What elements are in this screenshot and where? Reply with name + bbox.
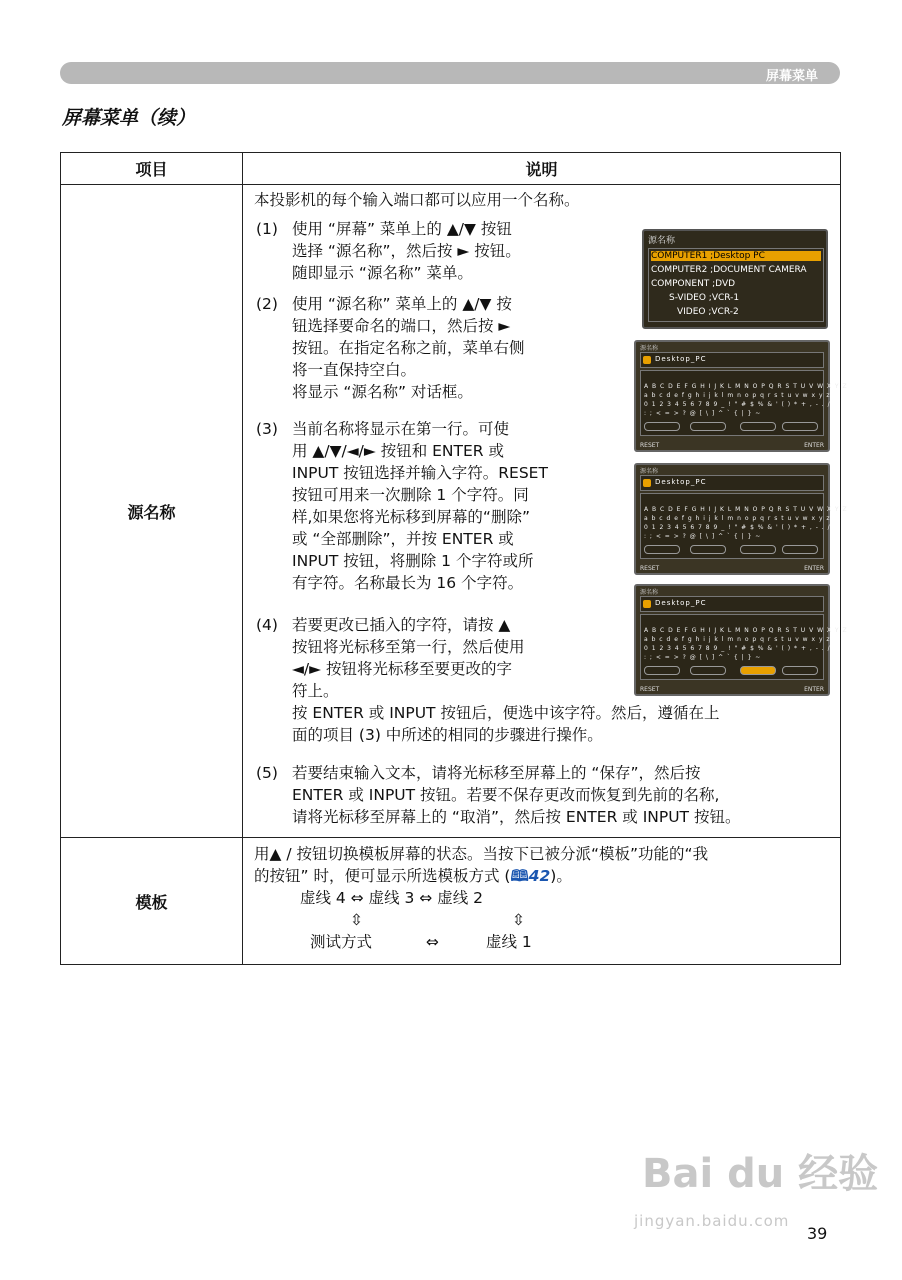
intro-text: 本投影机的每个输入端口都可以应用一个名称。 <box>254 191 580 209</box>
template-text-line-1: 用▲ / 按钮切换模板屏幕的状态。当按下已被分派“模板”功能的“我 <box>254 845 709 863</box>
description-template <box>243 838 841 965</box>
page-reference: 42 <box>528 867 551 885</box>
template-text-line-2: 的按钮” 时，便可显示所选模板方式 (🕮42)。 <box>254 867 572 885</box>
section-header-label: 屏幕菜单 <box>765 69 818 84</box>
item-source-name: 源名称 <box>61 185 243 838</box>
item-template: 模板 <box>61 838 243 965</box>
arrow-updown-icon: ⇳ <box>512 911 525 929</box>
column-header-description: 说明 <box>243 153 841 185</box>
source-name-menu-screenshot: 源名称 COMPUTER1 ;Desktop PC COMPUTER2 ;DOCUMENT CAMERA COMPONENT ;DVD S-VIDEO ;VCR-1 VIDEO ;VCR-2 <box>642 229 828 329</box>
table-header-row <box>61 153 841 185</box>
cursor-icon <box>643 479 651 487</box>
page-subtitle: 屏幕菜单（续） <box>62 107 196 129</box>
section-header-bar <box>60 62 840 84</box>
cursor-icon <box>643 356 651 364</box>
page-number: 39 <box>807 1224 828 1243</box>
arrow-updown-icon: ⇳ <box>350 911 363 929</box>
column-header-item: 项目 <box>61 153 243 185</box>
menu-item: COMPUTER2 ;DOCUMENT CAMERA <box>651 265 807 275</box>
watermark-logo: Bai du 经验 <box>642 1151 879 1197</box>
name-dialog-screenshot-1: 源名称 Desktop_PC A B C D E F G H I J K L M N O P Q R S T U V W X Y Z a b c d e f g h i j k l m n o p q r s t u v w x y z 0 1 2 3 4 5 6 7 8 9 _ ! " # $ % & ' ( ) * + , - . / : ; < = > ? @ [ \ ] ^ ` { | } ~ RESET ENTER <box>634 340 830 452</box>
cursor-icon <box>643 600 651 608</box>
watermark-url: jingyan.baidu.com <box>634 1212 790 1230</box>
template-cycle-dash1: 虚线 1 <box>486 933 532 951</box>
menu-item: COMPONENT ;DVD <box>651 279 736 289</box>
menu-item: COMPUTER1 ;Desktop PC <box>651 251 821 261</box>
menu-item: S-VIDEO ;VCR-1 <box>669 293 740 303</box>
template-cycle-test: 测试方式 <box>310 933 373 951</box>
description-source-name: 本投影机的每个输入端口都可以应用一个名称。 (1) 使用 “屏幕” 菜单上的 ▲/▼ 按钮 选择 “源名称”，然后按 ► 按钮。 随即显示 “源名称” 菜单。 (2) 使用 “源名称” 菜单上的 ▲/▼ 按 钮选择要命名的端口，然后按 ► 按钮。在指定名称之前，菜单右侧 将一直保持空白。 将显示 “源名称” 对话框。 (3) 当前名称将显示在第一行。可使 用 ▲/▼/◄/► 按钮和 ENTER 或 INPUT 按钮选择并输入字符。RESET 按钮可用来一次删除 1 个字符。同 样,如果您将光标移到屏幕的“删除” 或 “全部删除”，并按 ENTER 或 INPUT 按钮，将删除 1 个字符或所 有字符。名称最长为 16 个字符。 (4) 若要更改已插入的字符，请按 ▲ 按钮将光标移至第一行，然后使用 ◄/► 按钮将光标移至要更改的字 符上。 按 ENTER 或 INPUT 按钮后，便选中该字符。然后，遵循在上 面的项目 (3) 中所述的相同的步骤进行操作。 (5) 若要结束输入文本，请将光标移至屏幕上的 “保存”，然后按 ENTER 或 INPUT 按钮。若要不保存更改而恢复到先前的名称, 请将光标移至屏幕上的 “取消”，然后按 ENTER 或 INPUT 按钮。 <box>243 185 841 838</box>
name-dialog-screenshot-2: 源名称 Desktop_PC A B C D E F G H I J K L M N O P Q R S T U V W X Y Z a b c d e f g h i j k l m n o p q r s t u v w x y z 0 1 2 3 4 5 6 7 8 9 _ ! " # $ % & ' ( ) * + , - . / : ; < = > ? @ [ \ ] ^ ` { | } ~ RESET ENTER <box>634 463 830 575</box>
template-cycle-top: 虚线 4 ⇔ 虚线 3 ⇔ 虚线 2 <box>300 889 484 907</box>
template-cycle-arrow: ⇔ <box>426 933 439 951</box>
book-icon: 🕮 <box>510 867 529 885</box>
menu-item: VIDEO ;VCR-2 <box>677 307 739 317</box>
table-row <box>61 838 841 965</box>
name-dialog-screenshot-3: 源名称 Desktop_PC A B C D E F G H I J K L M N O P Q R S T U V W X Y Z a b c d e f g h i j k l m n o p q r s t u v w x y z 0 1 2 3 4 5 6 7 8 9 _ ! " # $ % & ' ( ) * + , - . / : ; < = > ? @ [ \ ] ^ ` { | } ~ RESET ENTER <box>634 584 830 696</box>
